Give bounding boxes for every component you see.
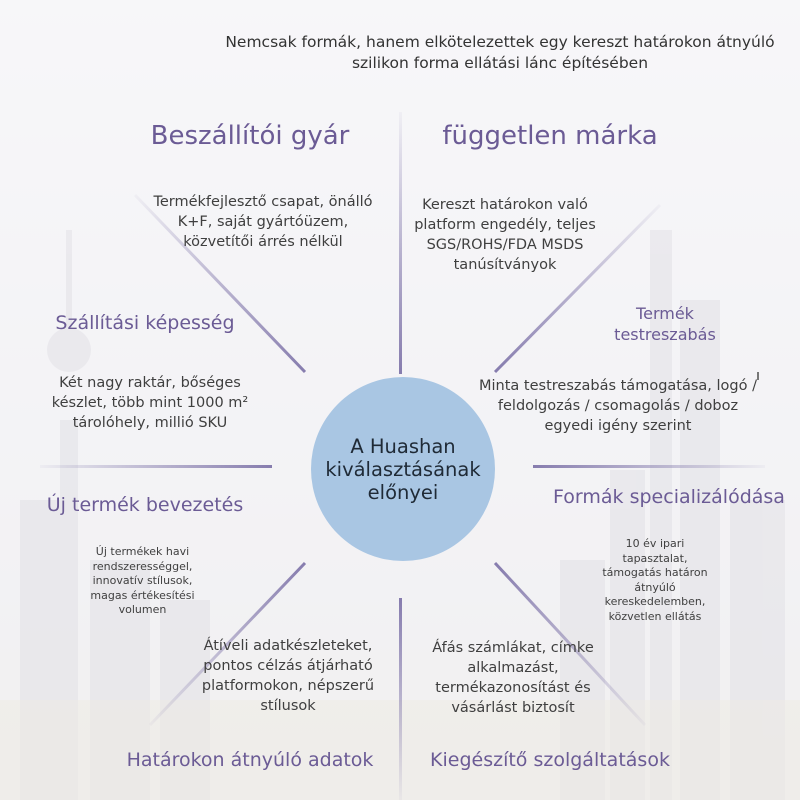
item-title-uj-termek-bevezetes: Új termék bevezetés — [46, 494, 244, 516]
center-title: A Huashan kiválasztásának előnyei — [325, 434, 481, 504]
item-title-szallitasi-kepesseg: Szállítási képesség — [55, 312, 235, 334]
ray-north — [399, 112, 402, 374]
item-title-hatarokon-atnyulo-adatok: Határokon átnyúló adatok — [126, 749, 374, 771]
item-text-termek-testreszabas: Minta testreszabás támogatása, logó / feldolgozás / csomagolás / doboz egyedi igény szerint — [479, 378, 757, 434]
item-text-szallitasi-kepesseg: Két nagy raktár, bőséges készlet, több mint 1000 m² tárolóhely, millió SKU — [51, 375, 249, 431]
item-title-termek-testreszabas: Termék testreszabás — [614, 304, 716, 344]
item-text-beszallitoi-gyar: Termékfejlesztő csapat, önálló K+F, saját gyártóüzem, közvetítői árrés nélkül — [153, 194, 373, 250]
center-circle — [311, 377, 495, 561]
item-text-formak-specializalodasa: 10 év ipari tapasztalat, támogatás határon átnyúló kereskedelemben, közvetlen ellátás — [602, 537, 708, 623]
item-title-fuggetlen-marka: független márka — [442, 121, 658, 151]
item-title-beszallitoi-gyar: Beszállítói gyár — [150, 121, 350, 151]
item-title-kiegeszito-szolgaltatasok: Kiegészítő szolgáltatások — [430, 749, 670, 771]
tick-mark — [757, 372, 759, 380]
item-text-hatarokon-atnyulo-adatok: Átíveli adatkészleteket, pontos célzás átjárható platformokon, népszerű stílusok — [201, 638, 375, 714]
tagline: Nemcsak formák, hanem elkötelezettek egy kereszt határokon átnyúló szilikon forma ellátási lánc építésében — [225, 33, 775, 72]
item-text-uj-termek-bevezetes: Új termékek havi rendszerességgel, innovatív stílusok, magas értékesítési volumen — [90, 545, 195, 616]
item-title-formak-specializalodasa: Formák specializálódása — [553, 486, 785, 508]
item-text-fuggetlen-marka: Kereszt határokon való platform engedély, teljes SGS/ROHS/FDA MSDS tanúsítványok — [414, 197, 596, 273]
ray-east — [533, 465, 765, 468]
item-text-kiegeszito-szolgaltatasok: Áfás számlákat, címke alkalmazást, termékazonosítást és vásárlást biztosít — [432, 640, 594, 716]
ray-west — [40, 465, 272, 468]
